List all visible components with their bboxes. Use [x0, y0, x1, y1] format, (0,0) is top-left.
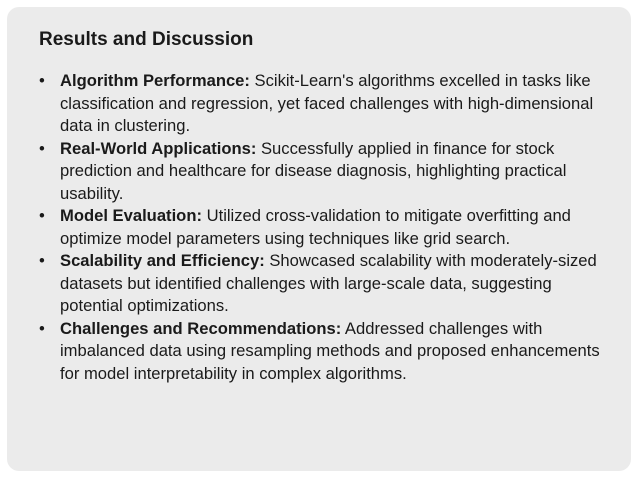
bullet-heading: Real-World Applications: [60, 138, 257, 158]
bullet-heading: Challenges and Recommendations: [60, 318, 342, 338]
slide [7, 7, 631, 471]
bullet-item-algorithm-performance [39, 70, 615, 138]
bullet-text: Utilized cross-validation to mitigate overfitting and optimize model parameters using techniques like grid search. [60, 206, 571, 248]
bullet-marker: • [39, 251, 45, 270]
bullet-item-scalability-efficiency [39, 250, 615, 318]
bullet-text: Addressed challenges with imbalanced data using resampling methods and proposed enhancements for model interpretability in complex algorithms. [60, 318, 600, 383]
bullet-marker: • [39, 318, 45, 338]
bullet-item-real-world-applications [39, 138, 615, 206]
bullet-item-model-evaluation [39, 205, 615, 250]
bullet-text: Successfully applied in finance for stock prediction and healthcare for disease diagnosis, highlighting practical usability. [60, 138, 567, 203]
bullet-heading: Algorithm Performance: [60, 71, 250, 90]
bullet-list [39, 70, 615, 385]
bullet-heading: Model Evaluation: [60, 206, 202, 225]
slide-title: Results and Discussion [39, 29, 254, 50]
bullet-heading: Scalability and Efficiency: [60, 251, 265, 270]
bullet-item-challenges-recommendations [39, 318, 615, 386]
bullet-marker: • [39, 206, 45, 225]
bullet-text: Scikit-Learn's algorithms excelled in tasks like classification and regression, yet faced challenges with high-dimensional data in clustering. [60, 71, 594, 135]
bullet-text: Showcased scalability with moderately-sized datasets but identified challenges with large-scale data, suggesting potential optimizations. [60, 251, 597, 315]
bullet-marker: • [39, 138, 45, 158]
bullet-marker: • [39, 71, 45, 90]
